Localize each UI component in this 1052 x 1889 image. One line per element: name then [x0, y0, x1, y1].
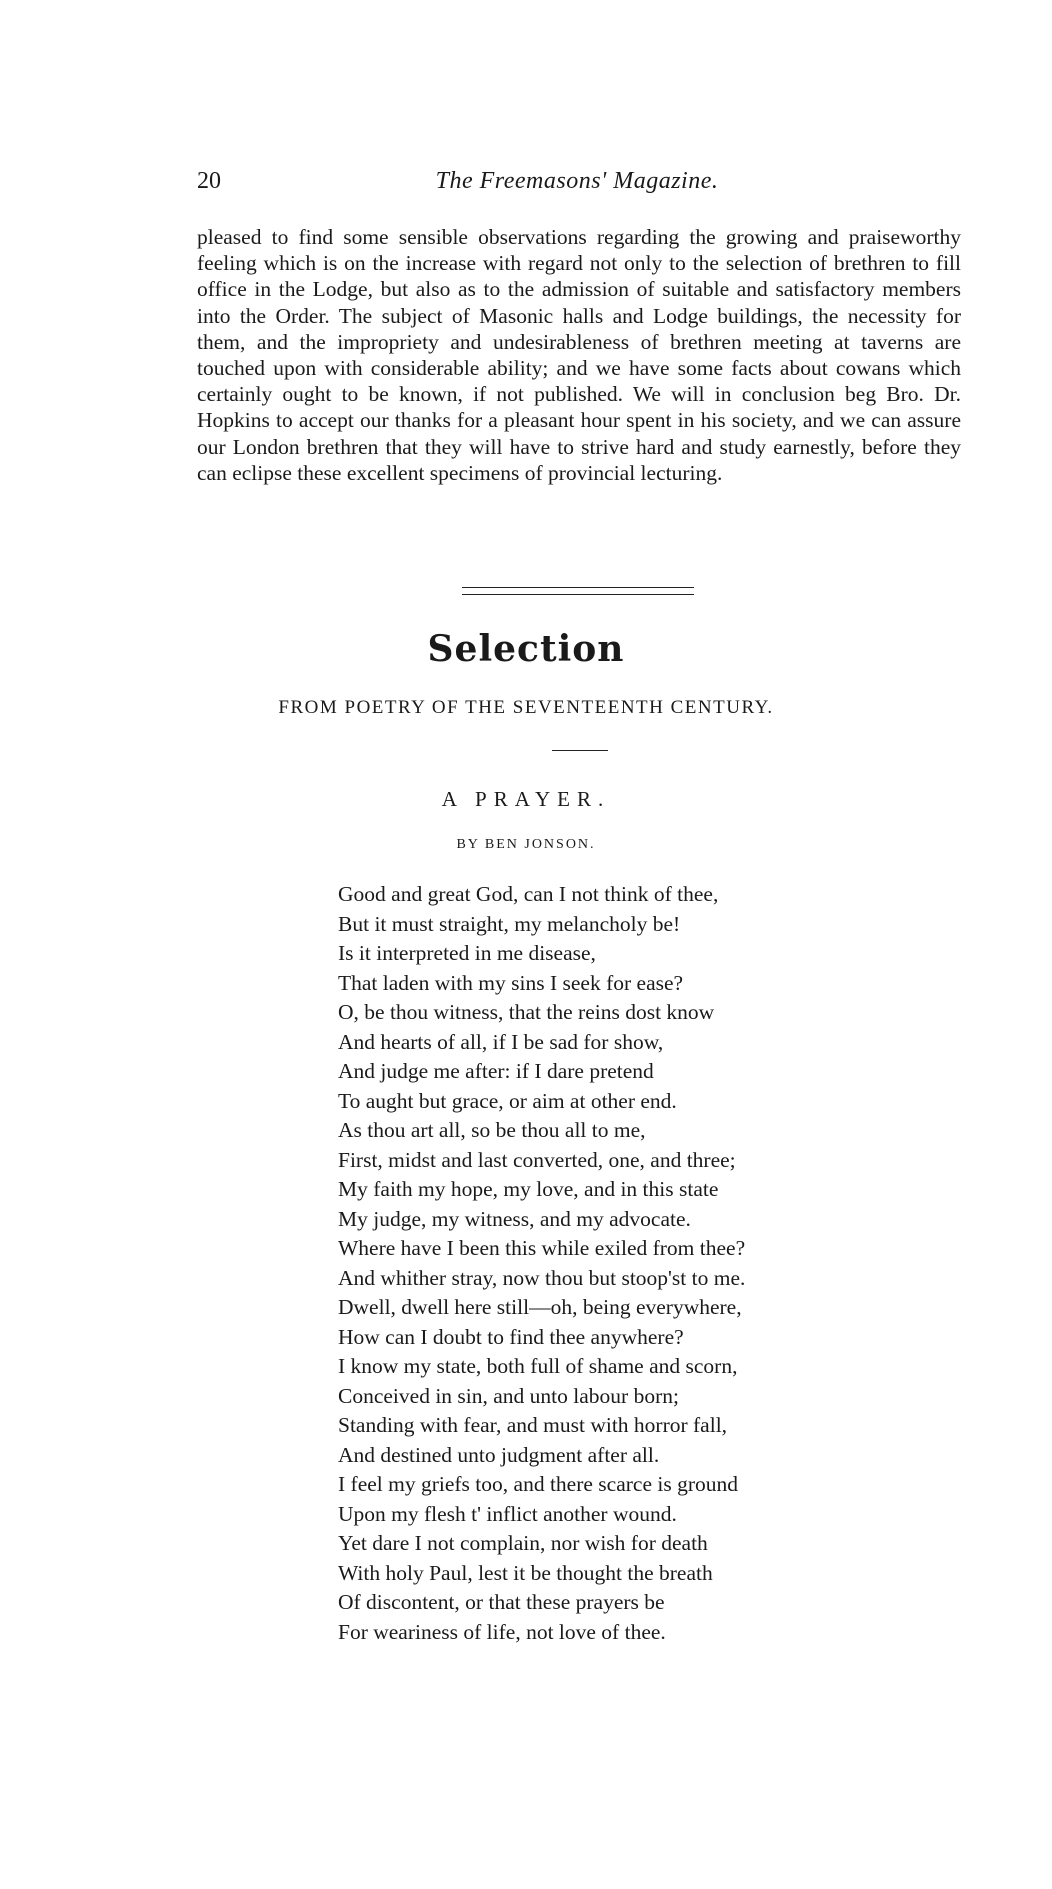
section-subheading: FROM POETRY OF THE SEVENTEENTH CENTURY. — [278, 697, 774, 718]
double-rule-divider — [462, 587, 694, 595]
poem-line: To aught but grace, or aim at other end. — [338, 1088, 677, 1113]
short-rule-divider — [552, 750, 608, 751]
poem-line: For weariness of life, not love of thee. — [338, 1619, 666, 1644]
poem-line: Standing with fear, and must with horror fall, — [338, 1413, 728, 1437]
poem-line: That laden with my sins I seek for ease? — [338, 970, 684, 995]
page-number: 20 — [197, 168, 221, 194]
poem-line: First, midst and last converted, one, and three; — [338, 1147, 736, 1172]
poem-author: BY BEN JONSON. — [456, 837, 596, 852]
poem-line: And whither stray, now thou but stoop'st to me. — [338, 1265, 746, 1290]
poem-title: A PRAYER. — [441, 787, 611, 811]
poem-line: But it must straight, my melancholy be! — [338, 911, 681, 936]
poem-line: Yet dare I not complain, nor wish for death — [338, 1531, 708, 1555]
poem-line: My faith my hope, my love, and in this state — [338, 1177, 719, 1201]
poem-line: Conceived in sin, and unto labour born; — [338, 1383, 679, 1408]
poem-line: O, be thou witness, that the reins dost know — [338, 1000, 715, 1024]
poem-line: As thou art all, so be thou all to me, — [338, 1118, 646, 1142]
poem-line: Upon my flesh t' inflict another wound. — [338, 1501, 677, 1526]
poem-line: And destined unto judgment after all. — [338, 1442, 660, 1467]
poem-body — [338, 880, 938, 1647]
poem-line: How can I doubt to find thee anywhere? — [338, 1324, 684, 1349]
running-head — [197, 168, 957, 202]
poem-line: And hearts of all, if I be sad for show, — [338, 1029, 664, 1054]
poem-line: With holy Paul, lest it be thought the breath — [338, 1560, 713, 1585]
poem-line: Good and great God, can I not think of thee, — [338, 882, 719, 906]
prose-paragraph: pleased to find some sensible observations regarding the growing and praiseworthy feeling which is on the increase with regard not only to the selection of brethren to fill office in the Lodge, but also as to the admission of suitable and satisfactory members into the Order. The subject of Masonic halls and Lodge buildings, the necessity for them, and the impropriety and undesirableness of brethren meeting at taverns are touched upon with considerable ability; and we have some facts about cowans which certainly ought to be known, if not published. We will in conclusion beg Bro. Dr. Hopkins to accept our thanks for a pleasant hour spent in his society, and we can assure our London brethren that they will have to strive hard and study earnestly, before they can eclipse these excellent specimens of provincial lecturing. — [197, 225, 961, 485]
poem-line: Of discontent, or that these prayers be — [338, 1590, 665, 1614]
poem-line: Dwell, dwell here still—oh, being everywhere, — [338, 1295, 742, 1319]
poem-line: I feel my griefs too, and there scarce is ground — [338, 1472, 738, 1496]
poem-line: I know my state, both full of shame and scorn, — [338, 1354, 738, 1378]
poem-line: My judge, my witness, and my advocate. — [338, 1206, 691, 1231]
poem-line: And judge me after: if I dare pretend — [338, 1059, 654, 1083]
poem-line: Is it interpreted in me disease, — [338, 941, 596, 965]
poem-line: Where have I been this while exiled from thee? — [338, 1236, 746, 1260]
section-heading: Selection — [427, 628, 625, 670]
article-conclusion — [197, 224, 961, 486]
magazine-title: The Freemasons' Magazine. — [435, 168, 719, 194]
